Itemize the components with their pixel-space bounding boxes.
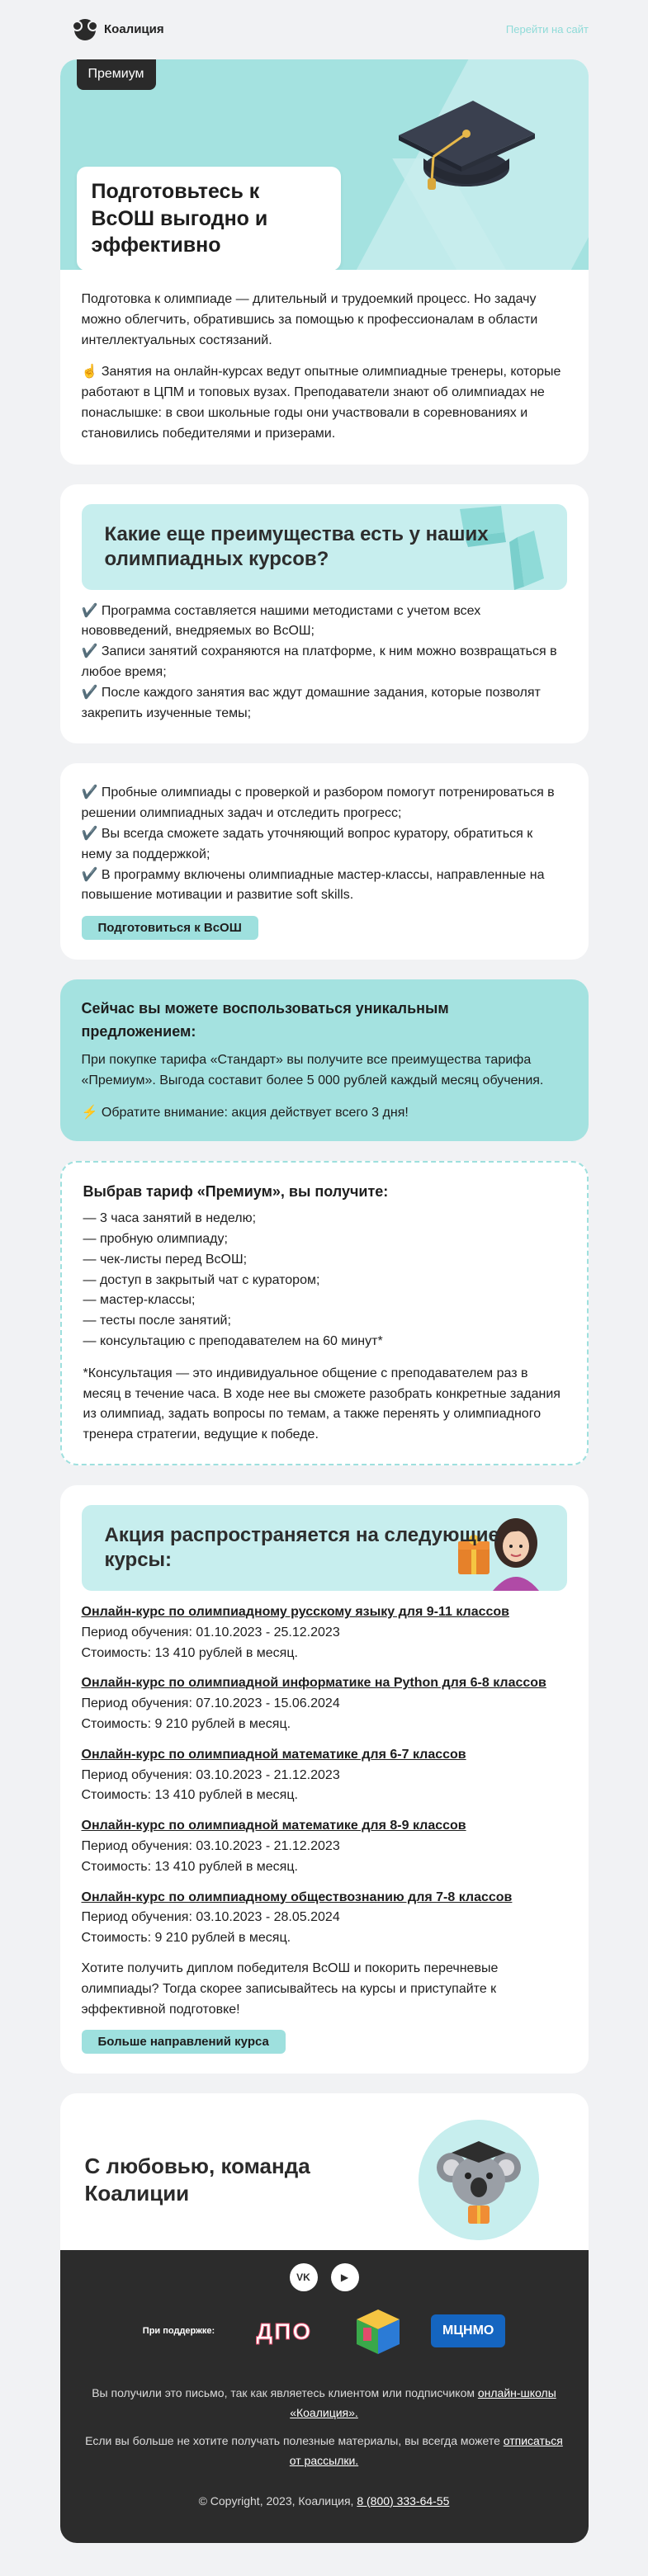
course-period: Период обучения: 03.10.2023 - 21.12.2023: [81, 1767, 340, 1782]
advantages-banner: [82, 504, 567, 590]
footer-notice: [82, 2384, 567, 2423]
premium-footnote: *Консультация — это индивидуальное общение с преподавателем раз в месяц в течение часа. В ходе нее вы сможете разобрать конкретные задания из олимпиад, задать вопросы по темам, а также перенять у олимпиадного тренера стратегии, ведущие к победе.: [83, 1366, 560, 1442]
intro-paragraph: Подготовка к олимпиаде — длительный и трудоемкий процесс. Но задачу можно облегчить, обратившись за помощью к профессионалам в области интеллектуальных состязаний.: [81, 292, 538, 347]
list-item: ✔️ Вы всегда сможете задать уточняющий вопрос куратору, обратиться к нему за поддержкой;: [81, 826, 533, 861]
courses-cta-text: Хотите получить диплом победителя ВсОШ и покорить перечневые олимпиады? Тогда скорее записывайтесь на курсы и приступайте к эффективной подготовке!: [81, 1960, 499, 2017]
list-item: ✔️ В программу включены олимпиадные мастер-классы, направленные на повышение мотивации и развитие soft skills.: [81, 867, 545, 903]
teachers-paragraph: ☝️ Занятия на онлайн-курсах ведут опытные олимпиадные тренеры, которые работают в ЦПМ и топовых вузах. Преподаватели знают об олимпиадах не понаслышке: в свои школьные годы они участвовали в соревнованиях и становились победителями и призерами.: [81, 365, 561, 441]
course-price: Стоимость: 13 410 рублей в месяц.: [81, 1859, 298, 1874]
unsubscribe-link[interactable]: отписаться от рассылки.: [289, 2433, 563, 2467]
list-item: ✔️ После каждого занятия вас ждут домашние задания, которые позволят закрепить изученные темы;: [81, 685, 541, 720]
koala-logo-icon: [74, 19, 96, 40]
course-item: [82, 1745, 567, 1806]
phone-link[interactable]: 8 (800) 333-64-55: [357, 2493, 450, 2508]
mccme-logo: МЦНМО: [431, 2314, 505, 2347]
advantages2-card: [60, 763, 589, 960]
vk-icon[interactable]: VK: [290, 2263, 318, 2291]
course-item: [82, 1673, 567, 1734]
footer-notice-text: Вы получили это письмо, так как являетесь клиентом или подписчиком: [92, 2386, 478, 2400]
course-link[interactable]: Онлайн-курс по олимпиадной информатике на Python для 6-8 классов: [81, 1676, 546, 1691]
school-link[interactable]: онлайн-школы «Коалиция».: [290, 2386, 556, 2420]
footer-unsubscribe-text: Если вы больше не хотите получать полезные материалы, вы всегда можете: [85, 2433, 504, 2447]
signature-card: [60, 2093, 589, 2543]
advantages-list: [82, 602, 567, 724]
premium-title: Выбрав тариф «Премиум», вы получите:: [83, 1183, 389, 1201]
footer-unsubscribe: [82, 2432, 567, 2471]
prepare-button[interactable]: Подготовиться к ВсОШ: [82, 916, 258, 940]
signature-block: [60, 2093, 589, 2250]
list-item: — мастер-классы;: [83, 1293, 196, 1308]
copyright-text: © Copyright, 2023, Коалиция,: [198, 2493, 357, 2508]
logo[interactable]: [74, 19, 164, 40]
hero-body: [60, 270, 589, 465]
premium-badge: Премиум: [77, 59, 156, 90]
course-item: [82, 1888, 567, 1949]
course-link[interactable]: Онлайн-курс по олимпиадному русскому языку для 9-11 классов: [81, 1604, 510, 1619]
visit-site-link[interactable]: Перейти на сайт: [505, 22, 589, 35]
courses-title: Акция распространяется на следующие курсы:: [104, 1523, 499, 1571]
courses-banner: [82, 1505, 567, 1591]
course-price: Стоимость: 9 210 рублей в месяц.: [81, 1931, 291, 1946]
signature-text: С любовью, команда Коалиции: [84, 2153, 310, 2206]
list-item: ✔️ Записи занятий сохраняются на платформе, к ним можно возвращаться в любое время;: [81, 644, 557, 679]
social-links: [82, 2263, 567, 2291]
course-period: Период обучения: 01.10.2023 - 25.12.2023: [81, 1625, 340, 1639]
list-item: ✔️ Пробные олимпиады с проверкой и разбором помогут потренироваться в решении олимпиадных задач и отследить прогресс;: [81, 786, 555, 821]
course-link[interactable]: Онлайн-курс по олимпиадной математике для 8-9 классов: [81, 1819, 466, 1833]
koala-mascot-icon: [419, 2120, 539, 2240]
youtube-icon[interactable]: ▶: [331, 2263, 359, 2291]
course-price: Стоимость: 9 210 рублей в месяц.: [81, 1716, 291, 1731]
support-label: При поддержке:: [142, 2325, 215, 2336]
list-item: — консультацию с преподавателем на 60 минут*: [83, 1333, 383, 1348]
hero-card: [60, 59, 589, 465]
offer-card: [60, 979, 589, 1141]
logo-text: Коалиция: [104, 22, 164, 37]
list-item: — чек-листы перед ВсОШ;: [83, 1252, 248, 1267]
cube-partner-logo-icon: [353, 2306, 403, 2356]
copyright: [82, 2493, 567, 2511]
course-price: Стоимость: 13 410 рублей в месяц.: [81, 1645, 298, 1660]
list-item: ✔️ Программа составляется нашими методистами с учетом всех нововведений, внедряемых во ВсОШ;: [81, 603, 481, 639]
course-item: [82, 1602, 567, 1663]
more-courses-button[interactable]: Больше направлений курса: [82, 2030, 286, 2054]
list-item: — тесты после занятий;: [83, 1314, 231, 1328]
partners-row: [82, 2306, 567, 2356]
hero-banner: [60, 59, 589, 270]
advantages-title: Какие еще преимущества есть у наших олимпиадных курсов?: [104, 522, 489, 570]
course-link[interactable]: Онлайн-курс по олимпиадному обществознанию для 7-8 классов: [81, 1890, 513, 1904]
course-item: [82, 1816, 567, 1877]
courses-card: [60, 1485, 589, 2074]
dpo-logo: ДПО: [256, 2318, 313, 2344]
email-footer: [60, 2250, 589, 2543]
offer-note: ⚡️ Обратите внимание: акция действует всего 3 дня!: [81, 1105, 409, 1120]
course-period: Период обучения: 03.10.2023 - 21.12.2023: [81, 1838, 340, 1853]
list-item: — доступ в закрытый чат с куратором;: [83, 1272, 320, 1287]
list-item: — 3 часа занятий в неделю;: [83, 1211, 257, 1226]
course-period: Период обучения: 03.10.2023 - 28.05.2024: [81, 1910, 340, 1925]
courses-list: [82, 1602, 567, 1949]
course-link[interactable]: Онлайн-курс по олимпиадной математике для 6-7 классов: [81, 1747, 466, 1762]
offer-text: При покупке тарифа «Стандарт» вы получите все преимущества тарифа «Премиум». Выгода составит более 5 000 рублей каждый месяц обучения.: [81, 1052, 544, 1087]
hero-title: Подготовьтесь к ВсОШ выгодно и эффективно: [77, 167, 341, 270]
offer-title: Сейчас вы можете воспользоваться уникальным предложением:: [81, 1000, 449, 1040]
advantages-card: [60, 484, 589, 744]
premium-list: [83, 1209, 565, 1352]
email-header: [0, 0, 648, 59]
course-price: Стоимость: 13 410 рублей в месяц.: [81, 1788, 298, 1803]
list-item: — пробную олимпиаду;: [83, 1232, 228, 1246]
premium-card: [60, 1161, 589, 1465]
course-period: Период обучения: 07.10.2023 - 15.06.2024: [81, 1696, 340, 1711]
graduation-cap-icon: [390, 92, 539, 200]
